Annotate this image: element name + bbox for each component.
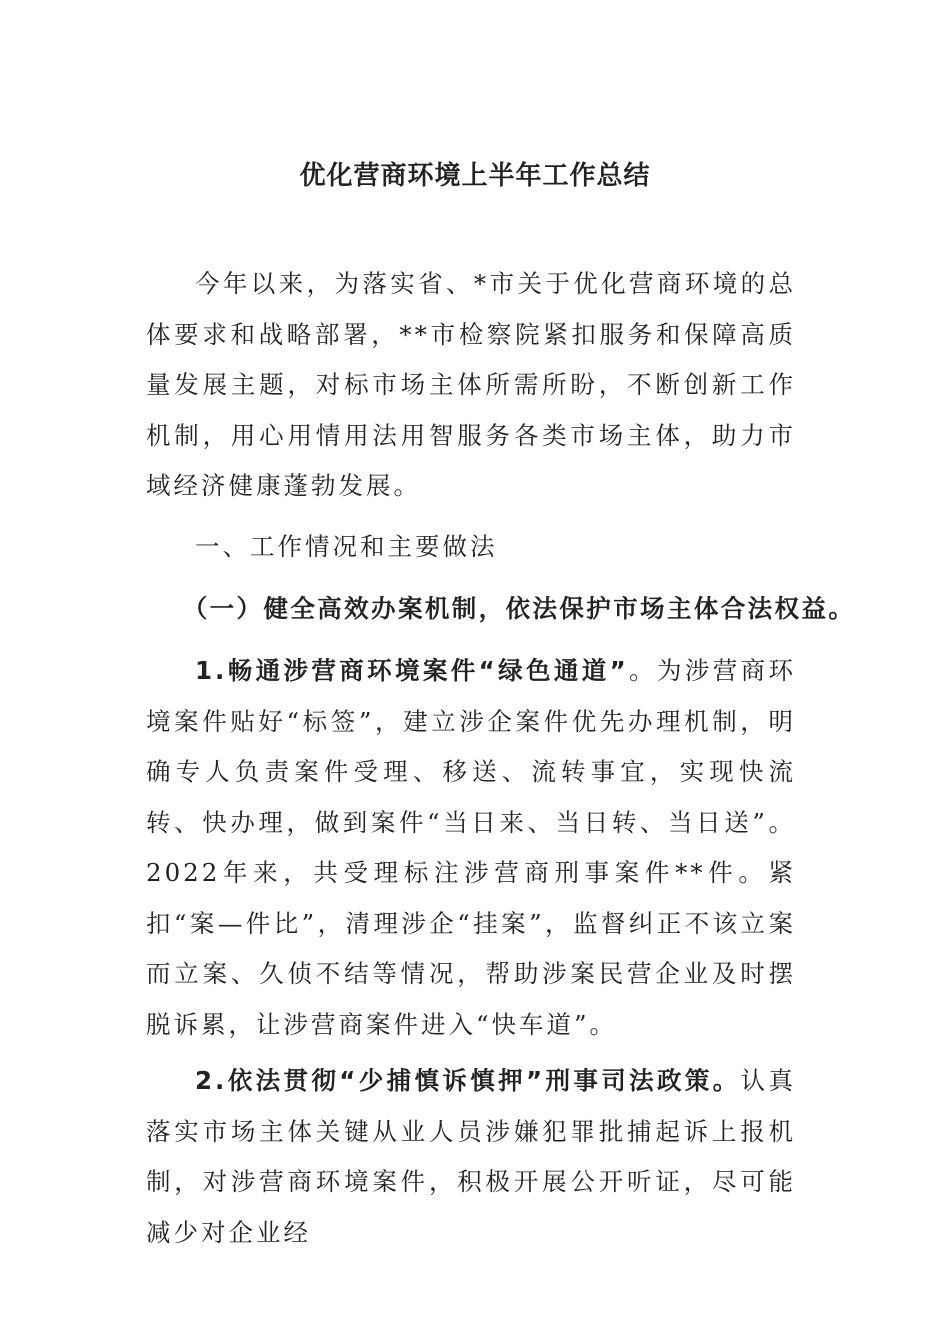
item-paragraph-2 — [146, 1056, 796, 1258]
section-heading-1: 一、工作情况和主要做法 — [195, 532, 498, 561]
item-1-lead: 1.畅通涉营商环境案件“绿色通道” — [195, 656, 629, 685]
item-1-body: 。为涉营商环境案件贴好“标签”，建立涉企案件优先办理机制，明确专人负责案件受理、移送、流转事宜，实现快流转、快办理，做到案件“当日来、当日转、当日送”。2022年来，共受理标注涉营商刑事案件**件。紧扣“案—件比”，清理涉企“挂案”，监督纠正不该立案而立案、久侦不结等情况，帮助涉案民营企业及时摆脱诉累，让涉营商案件进入“快车道”。 — [146, 656, 797, 1039]
subsection-heading-1: （一）健全高效办案机制，依法保护市场主体合法权益。 — [182, 594, 856, 623]
intro-paragraph: 今年以来，为落实省、*市关于优化营商环境的总体要求和战略部署，**市检察院紧扣服务和保障高质量发展主题，对标市场主体所需所盼，不断创新工作机制，用心用情用法用智服务各类市场主体，助力市域经济健康蓬勃发展。 — [146, 269, 796, 500]
item-2-body: 认真落实市场主体关键从业人员涉嫌犯罪批捕起诉上报机制，对涉营商环境案件，积极开展公开听证，尽可能减少对企业经 — [146, 1066, 797, 1247]
item-2-lead: 2.依法贯彻“少捕慎诉慎押”刑事司法政策。 — [195, 1066, 741, 1095]
document-title: 优化营商环境上半年工作总结 — [299, 161, 651, 191]
item-paragraph-1 — [146, 646, 796, 1050]
